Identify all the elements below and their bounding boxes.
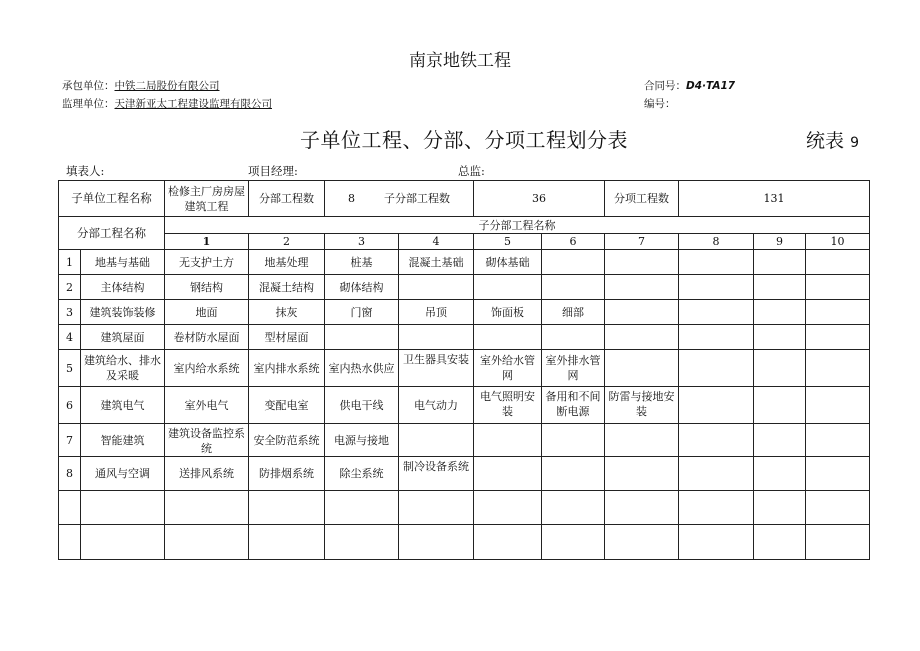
sub-division-cell [806, 525, 870, 560]
sub-division-cell [249, 491, 325, 525]
project-title: 南京地铁工程 [409, 51, 511, 71]
column-number-3: 3 [325, 234, 399, 250]
sub-division-cell [605, 350, 679, 387]
division-table [58, 180, 870, 560]
sub-division-cell [754, 250, 806, 275]
sub-division-cell [605, 250, 679, 275]
sub-division-cell: 室外电气 [165, 387, 249, 424]
sub-division-cell [679, 424, 754, 457]
sub-division-cell: 砌体结构 [325, 275, 399, 300]
form-number-value: 9 [850, 135, 859, 151]
sub-division-cell: 电源与接地 [325, 424, 399, 457]
division-name [81, 525, 165, 560]
sub-division-cell [542, 457, 605, 491]
sub-division-cell [605, 491, 679, 525]
sub-division-cell [399, 525, 474, 560]
sub-division-cell [399, 275, 474, 300]
sub-division-cell: 混凝土基础 [399, 250, 474, 275]
sub-unit-label: 子单位工程名称 [59, 181, 165, 217]
sub-division-cell [679, 250, 754, 275]
sub-division-cell [806, 387, 870, 424]
division-name: 地基与基础 [81, 250, 165, 275]
sub-division-cell [249, 525, 325, 560]
sub-division-cell [754, 525, 806, 560]
sub-division-cell [806, 491, 870, 525]
supervisor-label: 监理单位： [62, 98, 115, 110]
sub-division-cell [754, 424, 806, 457]
division-name: 建筑装饰装修 [81, 300, 165, 325]
sub-division-cell: 备用和不间断电源 [542, 387, 605, 424]
table-row [59, 350, 870, 387]
division-count-value: 8 [348, 192, 355, 205]
serial-label: 编号： [644, 98, 676, 110]
sub-division-cell [806, 325, 870, 350]
division-name: 通风与空调 [81, 457, 165, 491]
sub-division-cell [325, 491, 399, 525]
table-row [59, 457, 870, 491]
column-number-5: 5 [474, 234, 542, 250]
sub-division-cell: 无支护土方 [165, 250, 249, 275]
column-number-7: 7 [605, 234, 679, 250]
table-row [59, 300, 870, 325]
contractor-value: 中铁二局股份有限公司 [114, 80, 220, 92]
sub-division-cell [679, 387, 754, 424]
division-count-label: 分部工程数 [249, 181, 325, 217]
sub-division-cell [474, 275, 542, 300]
sub-division-cell: 门窗 [325, 300, 399, 325]
sub-division-cell [754, 491, 806, 525]
sub-division-cell [399, 491, 474, 525]
table-row [59, 387, 870, 424]
supervisor-value: 天津新亚太工程建设监理有限公司 [114, 98, 272, 110]
sub-division-cell [474, 325, 542, 350]
row-number: 8 [59, 457, 81, 491]
sub-division-cell: 安全防范系统 [249, 424, 325, 457]
sub-division-cell [679, 525, 754, 560]
sub-division-cell [605, 525, 679, 560]
sub-division-cell [806, 275, 870, 300]
sub-division-cell [605, 325, 679, 350]
sub-division-cell: 防雷与接地安装 [605, 387, 679, 424]
sub-division-cell: 供电干线 [325, 387, 399, 424]
director-label: 总监: [458, 164, 485, 178]
sub-division-cell [605, 424, 679, 457]
summary-row [59, 181, 870, 217]
manager-label: 项目经理: [248, 164, 298, 178]
sub-division-cell: 钢结构 [165, 275, 249, 300]
table-row [59, 491, 870, 525]
sub-division-cell [605, 275, 679, 300]
division-name: 主体结构 [81, 275, 165, 300]
form-label: 统表 [806, 130, 845, 152]
sub-division-cell: 饰面板 [474, 300, 542, 325]
row-number: 5 [59, 350, 81, 387]
column-number-1: 1 [165, 234, 249, 250]
sub-division-cell [754, 300, 806, 325]
table-row [59, 525, 870, 560]
sub-division-cell [474, 525, 542, 560]
main-title: 子单位工程、分部、分项工程划分表 [300, 128, 628, 152]
header-row-1 [59, 217, 870, 234]
row-number: 1 [59, 250, 81, 275]
column-number-10: 10 [806, 234, 870, 250]
sub-division-cell: 送排风系统 [165, 457, 249, 491]
sub-division-name-header: 子分部工程名称 [165, 217, 870, 234]
sub-division-cell: 室内热水供应 [325, 350, 399, 387]
column-number-row [59, 234, 870, 250]
table-row [59, 424, 870, 457]
division-name: 建筑给水、排水及采暖 [81, 350, 165, 387]
column-number-9: 9 [754, 234, 806, 250]
table-row [59, 325, 870, 350]
sub-division-cell: 电气照明安装 [474, 387, 542, 424]
sub-division-cell [605, 457, 679, 491]
sub-division-cell [474, 424, 542, 457]
sub-division-cell: 吊顶 [399, 300, 474, 325]
sub-division-cell [679, 275, 754, 300]
sub-division-cell [474, 491, 542, 525]
sub-division-cell [754, 387, 806, 424]
sub-division-cell: 地基处理 [249, 250, 325, 275]
sub-division-cell: 电气动力 [399, 387, 474, 424]
sub-division-cell [679, 350, 754, 387]
row-number: 6 [59, 387, 81, 424]
sub-division-value: 36 [474, 181, 605, 217]
sub-division-cell [542, 424, 605, 457]
sub-division-cell: 除尘系统 [325, 457, 399, 491]
sub-division-cell [325, 325, 399, 350]
sub-division-cell [605, 300, 679, 325]
sub-division-cell [754, 350, 806, 387]
row-number: 3 [59, 300, 81, 325]
contract-value: D4·TA17 [686, 80, 736, 92]
contractor-line [62, 78, 220, 93]
row-number: 2 [59, 275, 81, 300]
sub-division-cell: 桩基 [325, 250, 399, 275]
sub-division-cell [679, 457, 754, 491]
sub-division-cell [542, 325, 605, 350]
sub-division-cell [542, 491, 605, 525]
filler-label: 填表人: [66, 164, 105, 178]
division-name [81, 491, 165, 525]
row-number [59, 525, 81, 560]
sub-division-cell [679, 325, 754, 350]
division-name-header: 分部工程名称 [59, 217, 165, 250]
sub-division-cell [542, 250, 605, 275]
row-number: 4 [59, 325, 81, 350]
division-name: 智能建筑 [81, 424, 165, 457]
sub-division-cell [474, 457, 542, 491]
sub-division-cell [542, 525, 605, 560]
form-number [806, 126, 859, 153]
sub-division-cell: 砌体基础 [474, 250, 542, 275]
division-name: 建筑屋面 [81, 325, 165, 350]
column-number-8: 8 [679, 234, 754, 250]
sub-division-cell: 室外排水管网 [542, 350, 605, 387]
sub-division-cell: 地面 [165, 300, 249, 325]
sub-division-cell [806, 424, 870, 457]
table-row [59, 250, 870, 275]
sub-division-cell [165, 491, 249, 525]
sub-division-cell: 防排烟系统 [249, 457, 325, 491]
contract-label: 合同号： [644, 80, 686, 92]
item-count-value: 131 [679, 181, 870, 217]
sub-division-cell [754, 325, 806, 350]
sub-division-cell: 型材屋面 [249, 325, 325, 350]
sub-division-cell [754, 275, 806, 300]
sub-division-cell [754, 457, 806, 491]
contract-line [644, 78, 735, 93]
sub-division-cell [542, 275, 605, 300]
row-number [59, 491, 81, 525]
sub-division-cell [806, 250, 870, 275]
sub-division-cell: 抹灰 [249, 300, 325, 325]
sub-unit-value: 检修主厂房房屋建筑工程 [165, 181, 249, 217]
sub-division-cell: 室外给水管网 [474, 350, 542, 387]
division-count-cell [325, 181, 474, 217]
sub-division-cell: 变配电室 [249, 387, 325, 424]
sub-division-cell [679, 300, 754, 325]
table-row [59, 275, 870, 300]
sub-division-cell: 混凝土结构 [249, 275, 325, 300]
sub-division-cell [165, 525, 249, 560]
sub-division-cell: 室内排水系统 [249, 350, 325, 387]
sub-division-cell: 制冷设备系统 [399, 457, 474, 491]
sub-division-cell [679, 491, 754, 525]
sub-division-cell [399, 325, 474, 350]
item-count-label: 分项工程数 [605, 181, 679, 217]
sub-division-cell [806, 300, 870, 325]
column-number-6: 6 [542, 234, 605, 250]
sub-division-cell: 室内给水系统 [165, 350, 249, 387]
column-number-4: 4 [399, 234, 474, 250]
sub-division-cell [399, 424, 474, 457]
sub-division-cell: 建筑设备监控系统 [165, 424, 249, 457]
row-number: 7 [59, 424, 81, 457]
sub-division-cell: 细部 [542, 300, 605, 325]
division-name: 建筑电气 [81, 387, 165, 424]
sub-division-cell [325, 525, 399, 560]
sub-division-label: 子分部工程数 [384, 192, 450, 205]
column-number-2: 2 [249, 234, 325, 250]
supervisor-line [62, 96, 272, 111]
contractor-label: 承包单位： [62, 80, 115, 92]
sub-division-cell: 卫生器具安装 [399, 350, 474, 387]
sub-division-cell: 卷材防水屋面 [165, 325, 249, 350]
sub-division-cell [806, 457, 870, 491]
sub-division-cell [806, 350, 870, 387]
